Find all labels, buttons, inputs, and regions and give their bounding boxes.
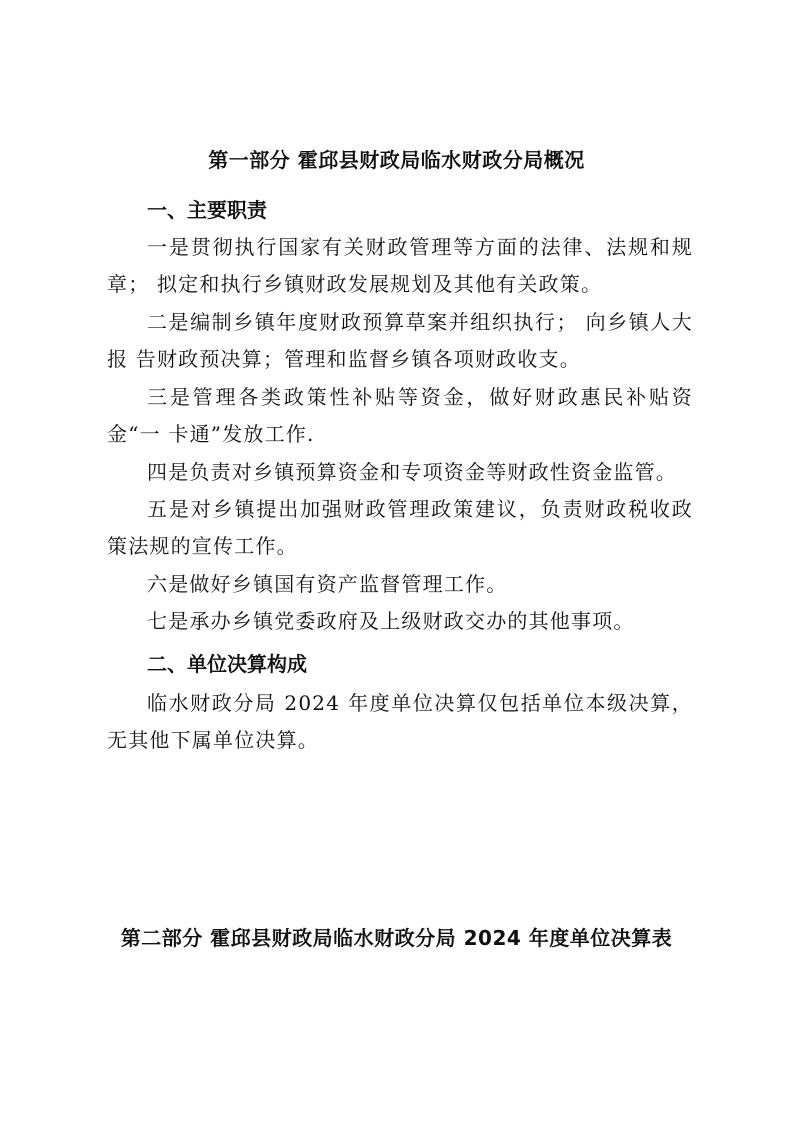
duty-paragraph-2: 二是编制乡镇年度财政预算草案并组织执行； 向乡镇人大报 告财政预决算；管理和监督乡镇各项财政收支。 <box>107 310 693 371</box>
duty-paragraph-7: 七是承办乡镇党委政府及上级财政交办的其他事项。 <box>147 609 635 633</box>
duty-paragraph-5: 五是对乡镇提出加强财政管理政策建议，负责财政税收政策法规的宣传工作。 <box>107 497 693 558</box>
section1-heading: 一、主要职责 <box>147 198 267 222</box>
part2-title: 第二部分 霍邱县财政局临水财政分局 2024 年度单位决算表 <box>120 926 673 950</box>
duty-paragraph-3: 三是管理各类政策性补贴等资金，做好财政惠民补贴资金“一 卡通”发放工作. <box>107 385 693 446</box>
duty-paragraph-6: 六是做好乡镇国有资产监督管理工作。 <box>147 572 508 596</box>
part1-title: 第一部分 霍邱县财政局临水财政分局概况 <box>208 148 585 172</box>
section2-heading: 二、单位决算构成 <box>147 652 307 676</box>
section2-paragraph: 临水财政分局 2024 年度单位决算仅包括单位本级决算，无其他下属单位决算。 <box>107 691 693 752</box>
duty-paragraph-4: 四是负责对乡镇预算资金和专项资金等财政性资金监管。 <box>147 460 677 484</box>
duty-paragraph-1: 一是贯彻执行国家有关财政管理等方面的法律、法规和规章； 拟定和执行乡镇财政发展规划及其他有关政策。 <box>107 235 693 296</box>
